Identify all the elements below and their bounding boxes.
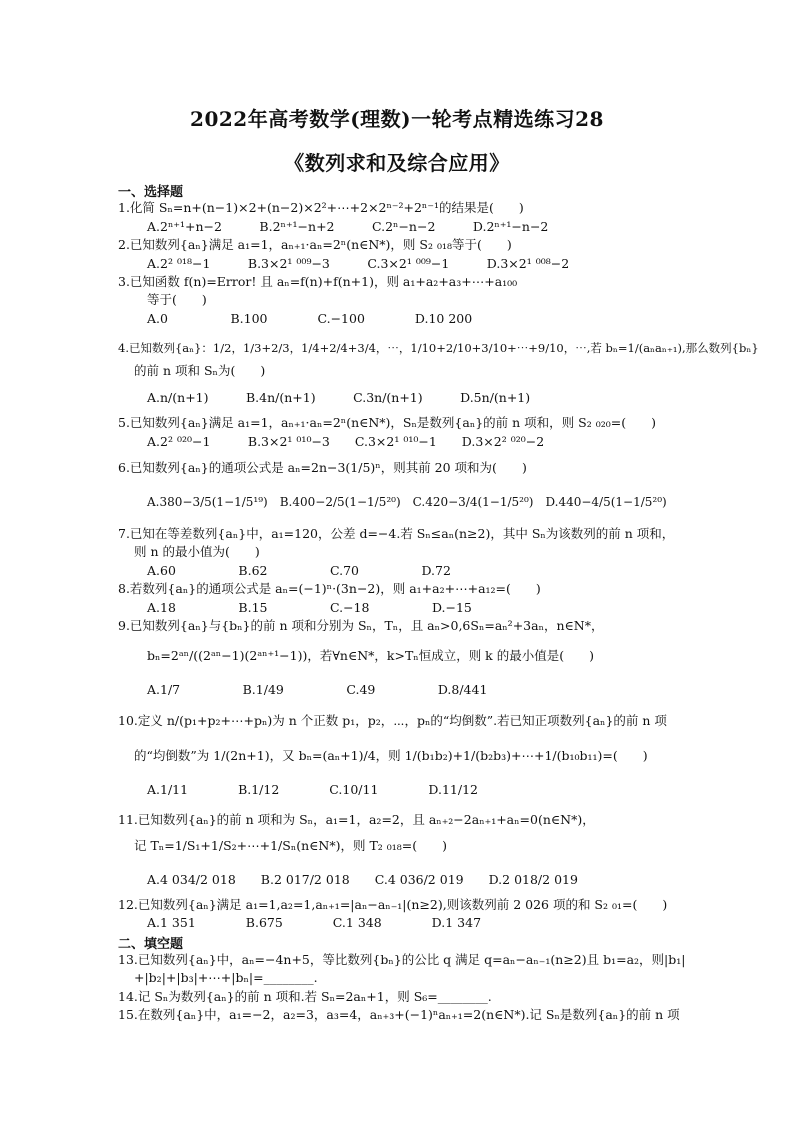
- options-line: A.0 B.100 C.−100 D.10 200: [147, 311, 473, 326]
- options-line: A.380−3/5(1−1/5¹⁹) B.400−2/5(1−1/5²⁰) C.420−3/4(1−1/5²⁰) D.440−4/5(1−1/5²⁰): [147, 495, 667, 509]
- options-line: A.1/7 B.1/49 C.49 D.8/441: [147, 682, 488, 697]
- question-line: 12.已知数列{aₙ}满足 a₁=1,a₂=1,aₙ₊₁=|aₙ−aₙ₋₁|(n≥2),则该数列前 2 026 项的和 S₂ ₀₁=( ): [118, 897, 668, 912]
- options-line: A.2² ⁰¹⁸−1 B.3×2¹ ⁰⁰⁹−3 C.3×2¹ ⁰⁰⁹−1 D.3×2¹ ⁰⁰⁸−2: [147, 256, 570, 271]
- options-line: A.2ⁿ⁺¹+n−2 B.2ⁿ⁺¹−n+2 C.2ⁿ−n−2 D.2ⁿ⁺¹−n−2: [147, 219, 549, 234]
- question-line: 等于( ): [147, 292, 207, 307]
- options-line: A.60 B.62 C.70 D.72: [147, 563, 451, 578]
- question-line: 1.化简 Sₙ=n+(n−1)×2+(n−2)×2²+⋯+2×2ⁿ⁻²+2ⁿ⁻¹的结果是( ): [118, 200, 524, 215]
- question-line: 则 n 的最小值为( ): [134, 544, 260, 559]
- options-line: A.1/11 B.1/12 C.10/11 D.11/12: [147, 782, 478, 797]
- options-line: A.18 B.15 C.−18 D.−15: [147, 600, 472, 615]
- question-line: 2.已知数列{aₙ}满足 a₁=1，aₙ₊₁·aₙ=2ⁿ(n∈N*)，则 S₂ ₀₁₈等于( ): [118, 237, 512, 252]
- question-line: 的前 n 项和 Sₙ为( ): [134, 363, 266, 378]
- question-line: 的“均倒数”为 1/(2n+1)，又 bₙ=(aₙ+1)/4，则 1/(b₁b₂)+1/(b₂b₃)+⋯+1/(b₁₀b₁₁)=( ): [134, 748, 648, 763]
- question-line: 10.定义 n/(p₁+p₂+⋯+pₙ)为 n 个正数 p₁，p₂，⋯，pₙ的“均倒数”.若已知正项数列{aₙ}的前 n 项: [118, 713, 667, 728]
- options-line: A.4 034/2 018 B.2 017/2 018 C.4 036/2 019 D.2 018/2 019: [147, 872, 578, 887]
- question-line: 11.已知数列{aₙ}的前 n 项和为 Sₙ，a₁=1，a₂=2，且 aₙ₊₂−2aₙ₊₁+aₙ=0(n∈N*)，: [118, 812, 595, 827]
- question-line: 5.已知数列{aₙ}满足 a₁=1，aₙ₊₁·aₙ=2ⁿ(n∈N*)，Sₙ是数列{aₙ}的前 n 项和，则 S₂ ₀₂₀=( ): [118, 415, 656, 430]
- question-line: 6.已知数列{aₙ}的通项公式是 aₙ=2n−3(1/5)ⁿ，则其前 20 项和为( ): [118, 460, 527, 475]
- question-line: 14.记 Sₙ为数列{aₙ}的前 n 项和.若 Sₙ=2aₙ+1，则 S₆=________.: [118, 989, 492, 1004]
- options-line: A.n/(n+1) B.4n/(n+1) C.3n/(n+1) D.5n/(n+1): [147, 390, 531, 405]
- question-line: 13.已知数列{aₙ}中，aₙ=−4n+5，等比数列{bₙ}的公比 q 满足 q=aₙ−aₙ₋₁(n≥2)且 b₁=a₂，则|b₁|: [118, 952, 686, 967]
- question-line: 7.已知在等差数列{aₙ}中，a₁=120，公差 d=−4.若 Sₙ≤aₙ(n≥2)，其中 Sₙ为该数列的前 n 项和，: [118, 526, 675, 541]
- question-line: 4.已知数列{aₙ}：1/2，1/3+2/3，1/4+2/4+3/4，⋯，1/10+2/10+3/10+⋯+9/10，⋯,若 bₙ=1/(aₙaₙ₊₁),那么数列{bₙ}: [118, 341, 759, 355]
- section-heading-fill: 二、填空题: [118, 937, 184, 952]
- question-line: 8.若数列{aₙ}的通项公式是 aₙ=(−1)ⁿ·(3n−2)，则 a₁+a₂+⋯+a₁₂=( ): [118, 581, 541, 596]
- options-line: A.2² ⁰²⁰−1 B.3×2¹ ⁰¹⁰−3 C.3×2¹ ⁰¹⁰−1 D.3×2² ⁰²⁰−2: [147, 434, 545, 449]
- question-line: 15.在数列{aₙ}中，a₁=−2，a₂=3，a₃=4，aₙ₊₃+(−1)ⁿaₙ₊₁=2(n∈N*).记 Sₙ是数列{aₙ}的前 n 项: [118, 1007, 680, 1022]
- document-subtitle: 《数列求和及综合应用》: [284, 151, 510, 175]
- section-heading-choice: 一、选择题: [118, 185, 184, 200]
- document-title: 2022年高考数学(理数)一轮考点精选练习28: [190, 107, 604, 131]
- question-line: +|b₂|+|b₃|+⋯+|bₙ|=________.: [134, 970, 318, 985]
- question-line: bₙ=2ᵃⁿ/((2ᵃⁿ−1)(2ᵃⁿ⁺¹−1))，若∀n∈N*，k>Tₙ恒成立，则 k 的最小值是( ): [147, 648, 594, 663]
- question-line: 记 Tₙ=1/S₁+1/S₂+⋯+1/Sₙ(n∈N*)，则 T₂ ₀₁₈=( ): [134, 838, 448, 853]
- question-line: 9.已知数列{aₙ}与{bₙ}的前 n 项和分别为 Sₙ，Tₙ，且 aₙ>0,6Sₙ=aₙ²+3aₙ，n∈N*，: [118, 618, 604, 633]
- options-line: A.1 351 B.675 C.1 348 D.1 347: [147, 915, 482, 930]
- question-line: 3.已知函数 f(n)=Error! 且 aₙ=f(n)+f(n+1)，则 a₁+a₂+a₃+⋯+a₁₀₀: [118, 274, 518, 289]
